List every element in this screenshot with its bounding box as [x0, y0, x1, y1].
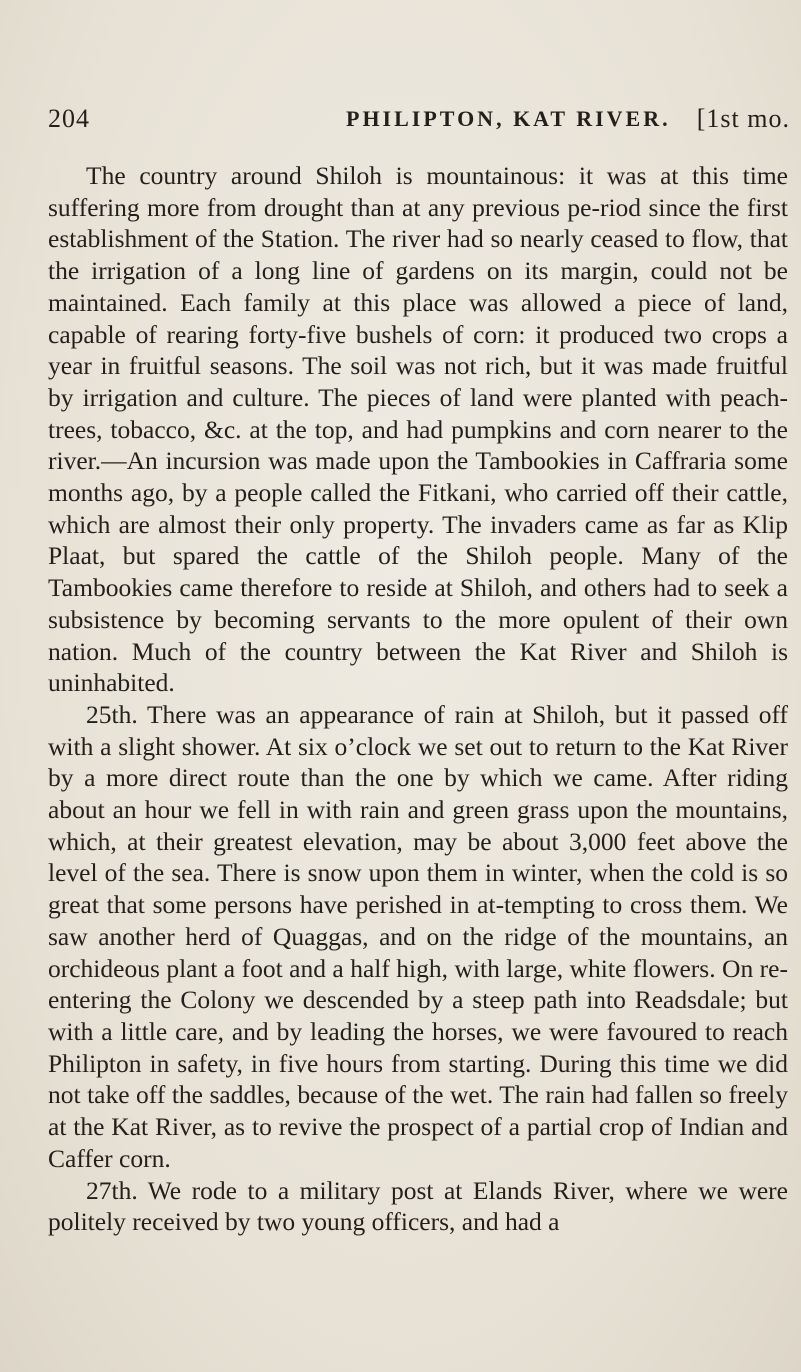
- paragraph-27th: 27th. We rode to a military post at Elands River, where we were politely received by two young officers, and had a: [48, 1175, 788, 1237]
- paragraph-25th: 25th. There was an appearance of rain at Shiloh, but it passed off with a slight shower. At six o’clock we set out to return to the Kat River by a more direct route than the one by which we came. After riding about an hour we fell in with rain and green grass upon the mountains, which, at their greatest elevation, may be about 3,000 feet above the level of the sea. There is snow upon them in winter, when the cold is so great that some persons have perished in at-tempting to cross them. We saw another herd of Quaggas, and on the ridge of the mountains, an orchideous plant a foot and a half high, with large, white flowers. On re-entering the Colony we descended by a steep path into Readsdale; but with a little care, and by leading the horses, we were favoured to reach Philipton in safety, in five hours from starting. During this time we did not take off the saddles, because of the wet. The rain had fallen so freely at the Kat River, as to revive the prospect of a partial crop of Indian and Caffer corn.: [48, 699, 788, 1173]
- paragraph-shiloh-country: The country around Shiloh is mountainous: it was at this time suffering more from drought than at any previous pe-riod since the first establishment of the Station. The river had so nearly ceased to flow, that the irrigation of a long line of gardens on its margin, could not be maintained. Each family at this place was allowed a piece of land, capable of rearing forty-five bushels of corn: it produced two crops a year in fruitful seasons. The soil was not rich, but it was made fruitful by irrigation and culture. The pieces of land were planted with peach-trees, tobacco, &c. at the top, and had pumpkins and corn nearer to the river.—An incursion was made upon the Tambookies in Caffraria some months ago, by a people called the Fitkani, who carried off their cattle, which are almost their only property. The invaders came as far as Klip Plaat, but spared the cattle of the Shiloh people. Many of the Tambookies came therefore to reside at Shiloh, and others had to seek a subsistence by becoming servants to the more opulent of their own nation. Much of the country between the Kat River and Shiloh is uninhabited.: [48, 161, 788, 698]
- month-note: [1st mo.: [696, 104, 790, 133]
- page-header: [48, 104, 790, 144]
- page-number: 204: [48, 104, 90, 133]
- body-text: [48, 160, 788, 1238]
- running-head: PHILIPTON, KAT RIVER.: [346, 106, 671, 131]
